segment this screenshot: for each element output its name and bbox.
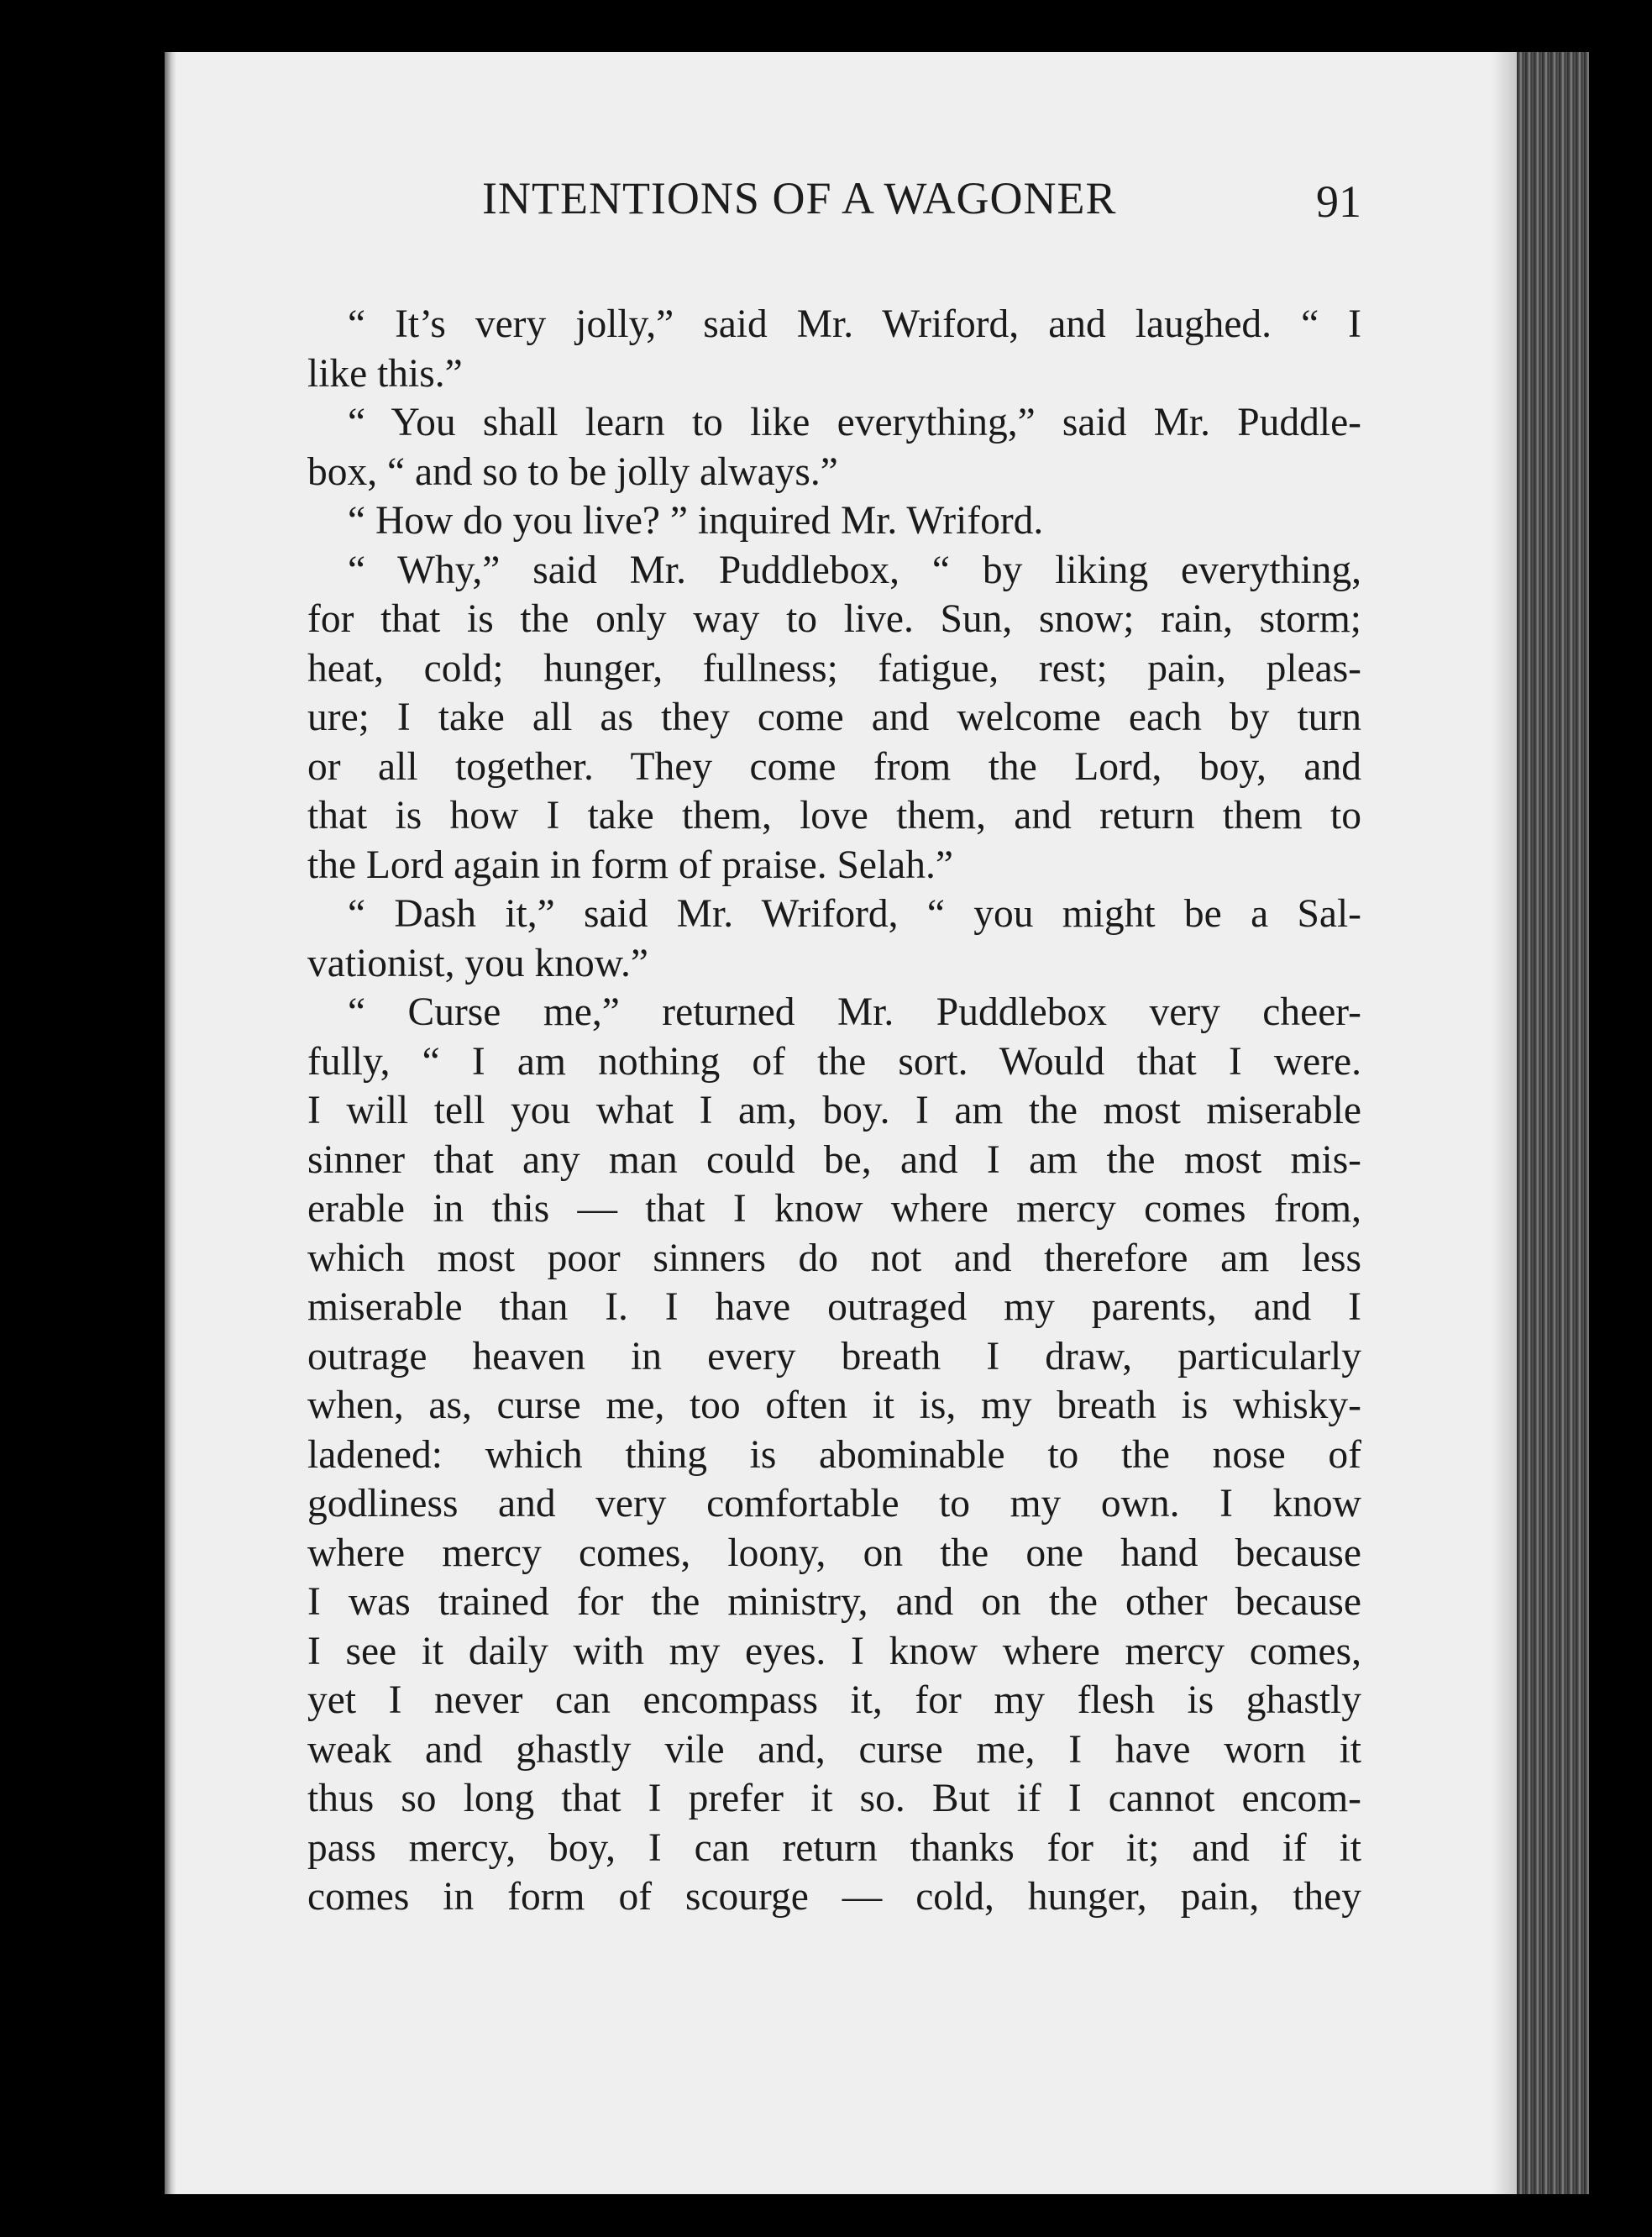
text-line: godliness and very comfortable to my own. I know xyxy=(307,1482,1361,1525)
text-line: fully, “ I am nothing of the sort. Would that I were. xyxy=(307,1039,1361,1084)
text-line: that is how I take them, love them, and return them to xyxy=(307,794,1361,838)
text-line: “ It’s very jolly,” said Mr. Wriford, and laughed. “ I xyxy=(348,302,1361,346)
binding-gutter xyxy=(165,52,176,2194)
text-line: ure; I take all as they come and welcome each by turn xyxy=(307,696,1361,739)
text-line: miserable than I. I have outraged my parents, and I xyxy=(307,1285,1361,1329)
text-line: like this.” xyxy=(307,351,463,396)
text-line: “ Curse me,” returned Mr. Puddlebox very cheer- xyxy=(348,990,1361,1034)
text-line: outrage heaven in every breath I draw, particularly xyxy=(307,1334,1361,1378)
page-edge-stack xyxy=(1517,52,1589,2194)
text-line: the Lord again in form of praise. Selah.” xyxy=(307,843,953,887)
text-line: when, as, curse me, too often it is, my breath is whisky- xyxy=(307,1384,1361,1427)
text-line: heat, cold; hunger, fullness; fatigue, rest; pain, pleas- xyxy=(307,646,1361,691)
text-line: vationist, you know.” xyxy=(307,941,648,985)
text-line: for that is the only way to live. Sun, snow; rain, storm; xyxy=(307,597,1361,641)
running-head: INTENTIONS OF A WAGONER xyxy=(482,173,1117,223)
text-line: “ How do you live? ” inquired Mr. Wriford. xyxy=(348,499,1044,543)
text-line: I will tell you what I am, boy. I am the most miserable xyxy=(307,1089,1361,1132)
text-line: weak and ghastly vile and, curse me, I have worn it xyxy=(307,1727,1361,1772)
text-line: comes in form of scourge — cold, hunger, pain, they xyxy=(307,1875,1361,1919)
text-line: I was trained for the ministry, and on the other because xyxy=(307,1580,1361,1624)
text-line: erable in this — that I know where mercy comes from, xyxy=(307,1187,1361,1231)
text-line: where mercy comes, loony, on the one hand because xyxy=(307,1531,1361,1575)
text-line: sinner that any man could be, and I am the most mis- xyxy=(307,1137,1361,1182)
page-header xyxy=(316,172,1361,248)
body-text xyxy=(307,300,1361,1922)
text-line: which most poor sinners do not and therefore am less xyxy=(307,1236,1361,1280)
text-line: thus so long that I prefer it so. But if I cannot encom- xyxy=(307,1777,1361,1820)
text-line: “ Why,” said Mr. Puddlebox, “ by liking everything, xyxy=(348,548,1361,592)
text-line: ladened: which thing is abominable to the nose of xyxy=(307,1432,1361,1477)
text-line: pass mercy, boy, I can return thanks for it; and if it xyxy=(307,1825,1361,1870)
text-line: “ You shall learn to like everything,” said Mr. Puddle- xyxy=(348,401,1361,444)
page-number: 91 xyxy=(1316,176,1361,227)
text-line: or all together. They come from the Lord, boy, and xyxy=(307,744,1361,789)
text-line: I see it daily with my eyes. I know where mercy comes, xyxy=(307,1629,1361,1673)
text-line: yet I never can encompass it, for my flesh is ghastly xyxy=(307,1678,1361,1722)
text-line: “ Dash it,” said Mr. Wriford, “ you might be a Sal- xyxy=(348,892,1361,936)
text-line: box, “ and so to be jolly always.” xyxy=(307,449,838,494)
